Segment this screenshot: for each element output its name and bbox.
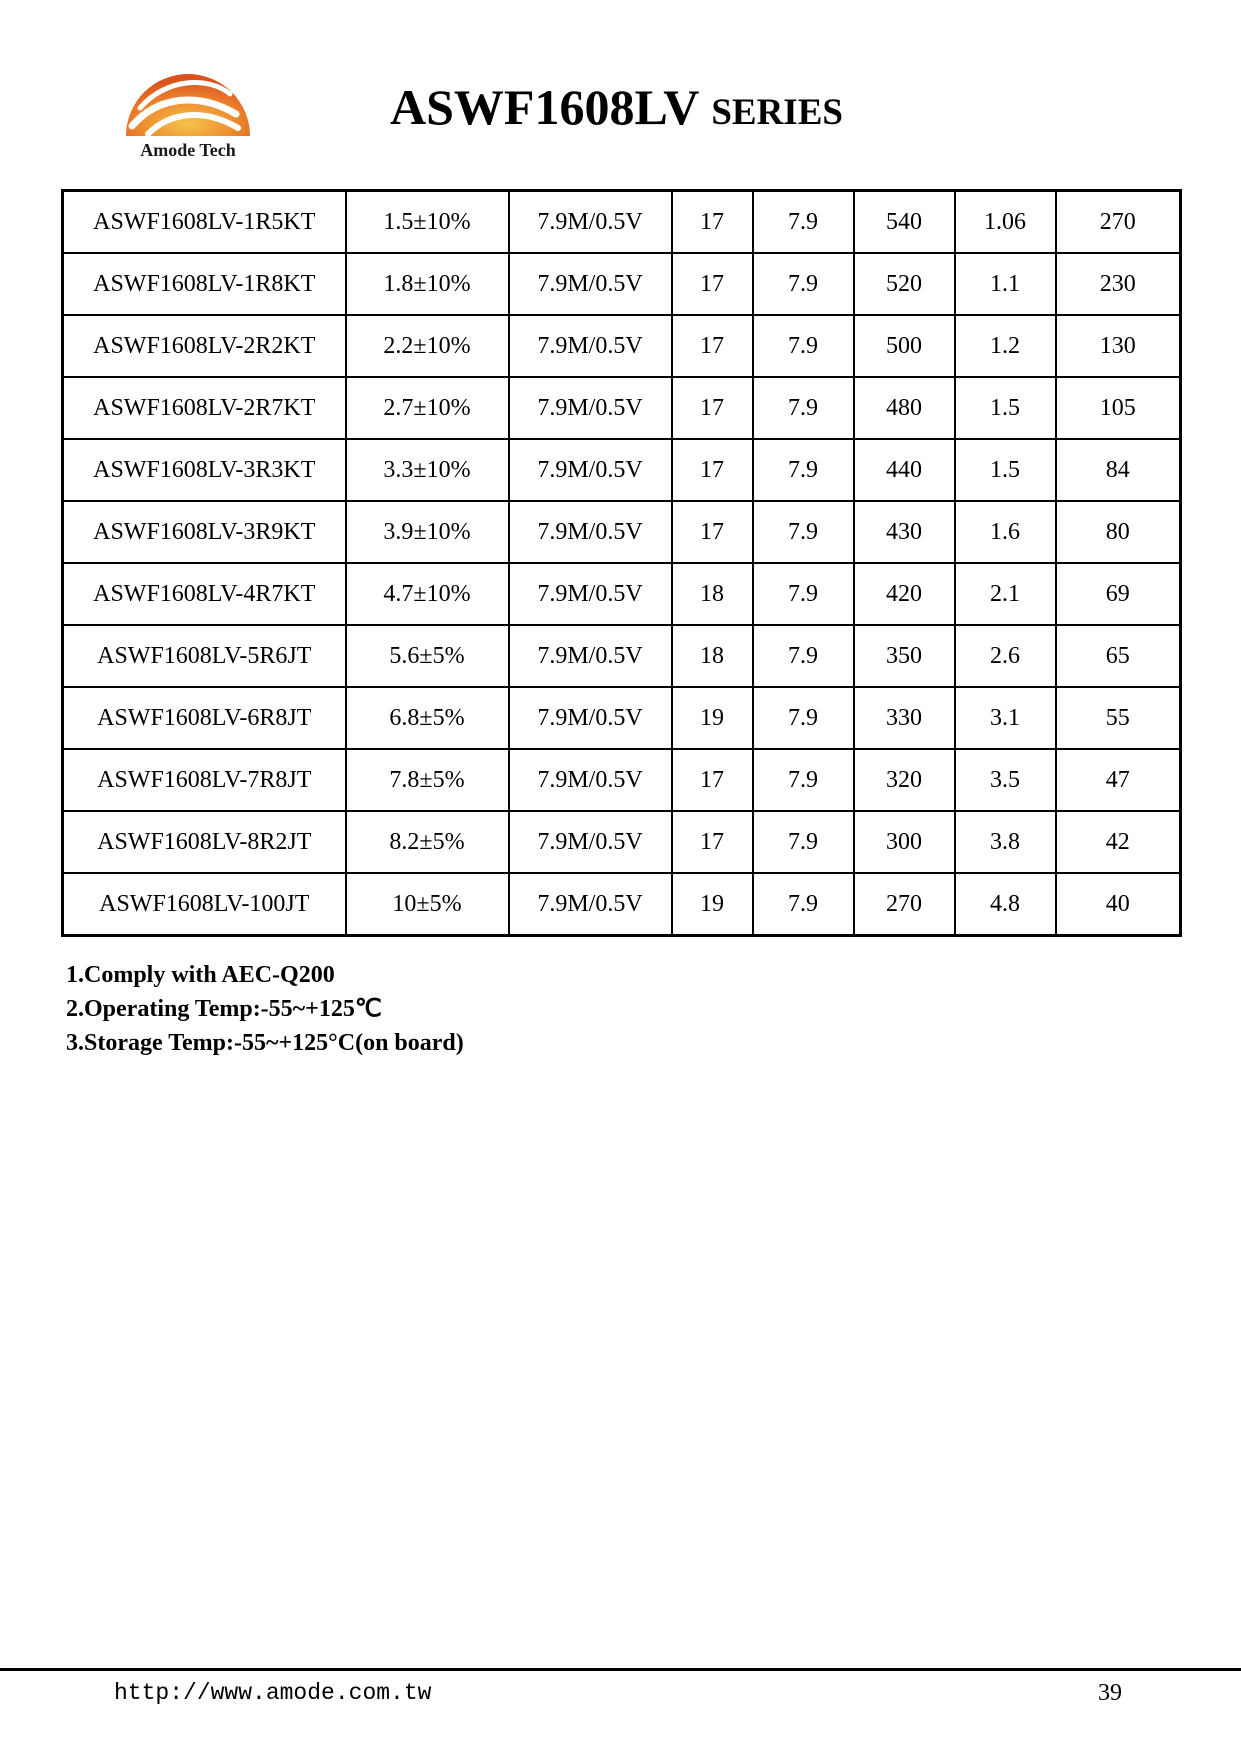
note-3: 3.Storage Temp:-55~+125°C(on board)	[66, 1030, 464, 1056]
table-cell: ASWF1608LV-5R6JT	[63, 625, 346, 687]
table-cell: 7.9M/0.5V	[509, 377, 672, 439]
table-cell: 17	[672, 191, 753, 254]
table-cell: 1.8±10%	[346, 253, 509, 315]
table-cell: 7.9M/0.5V	[509, 811, 672, 873]
table-cell: 7.9M/0.5V	[509, 873, 672, 936]
table-row	[63, 811, 1181, 873]
table-cell: 7.9	[753, 687, 854, 749]
logo-text: Amode Tech	[140, 140, 236, 160]
page-number: 39	[1098, 1680, 1122, 1706]
table-cell: 69	[1056, 563, 1181, 625]
note-2: 2.Operating Temp:-55~+125℃	[66, 996, 382, 1022]
series-label: SERIES	[711, 92, 843, 133]
table-cell: ASWF1608LV-1R5KT	[63, 191, 346, 254]
table-cell: 270	[854, 873, 955, 936]
table-cell: 7.9	[753, 873, 854, 936]
table-cell: 18	[672, 625, 753, 687]
table-cell: 18	[672, 563, 753, 625]
table-cell: 7.9	[753, 439, 854, 501]
table-cell: 7.9	[753, 191, 854, 254]
table-cell: 7.9M/0.5V	[509, 315, 672, 377]
table-cell: 84	[1056, 439, 1181, 501]
table-cell: 430	[854, 501, 955, 563]
table-cell: 19	[672, 687, 753, 749]
table-cell: 7.9M/0.5V	[509, 625, 672, 687]
table-row	[63, 377, 1181, 439]
table-cell: 17	[672, 749, 753, 811]
table-cell: 65	[1056, 625, 1181, 687]
table-cell: 440	[854, 439, 955, 501]
table-cell: 7.9M/0.5V	[509, 439, 672, 501]
table-cell: 7.9	[753, 501, 854, 563]
table-cell: 105	[1056, 377, 1181, 439]
table-cell: 17	[672, 811, 753, 873]
table-cell: ASWF1608LV-2R2KT	[63, 315, 346, 377]
table-cell: 2.6	[955, 625, 1056, 687]
table-cell: 7.9M/0.5V	[509, 563, 672, 625]
table-cell: 17	[672, 253, 753, 315]
table-cell: ASWF1608LV-100JT	[63, 873, 346, 936]
table-cell: 230	[1056, 253, 1181, 315]
table-cell: 55	[1056, 687, 1181, 749]
table-cell: 40	[1056, 873, 1181, 936]
table-cell: 520	[854, 253, 955, 315]
table-row	[63, 687, 1181, 749]
table-cell: 6.8±5%	[346, 687, 509, 749]
table-cell: 350	[854, 625, 955, 687]
table-cell: 480	[854, 377, 955, 439]
table-row	[63, 501, 1181, 563]
table-cell: 3.8	[955, 811, 1056, 873]
table-cell: 1.5	[955, 439, 1056, 501]
table-cell: 7.9	[753, 315, 854, 377]
footer-divider	[0, 1668, 1241, 1671]
table-cell: 1.06	[955, 191, 1056, 254]
table-cell: 420	[854, 563, 955, 625]
table-cell: 7.9M/0.5V	[509, 191, 672, 254]
table-row	[63, 563, 1181, 625]
table-cell: ASWF1608LV-1R8KT	[63, 253, 346, 315]
table-cell: ASWF1608LV-6R8JT	[63, 687, 346, 749]
table-cell: 130	[1056, 315, 1181, 377]
table-cell: ASWF1608LV-3R3KT	[63, 439, 346, 501]
series-name: ASWF1608LV	[390, 79, 700, 135]
table-cell: 7.9	[753, 377, 854, 439]
page-title	[390, 78, 843, 136]
table-cell: 300	[854, 811, 955, 873]
table-row	[63, 873, 1181, 936]
table-cell: 2.2±10%	[346, 315, 509, 377]
table-cell: 17	[672, 501, 753, 563]
table-cell: ASWF1608LV-3R9KT	[63, 501, 346, 563]
table-cell: ASWF1608LV-7R8JT	[63, 749, 346, 811]
table-cell: 7.9	[753, 253, 854, 315]
table-cell: 7.9	[753, 563, 854, 625]
table-cell: 17	[672, 377, 753, 439]
table-cell: 1.5	[955, 377, 1056, 439]
company-logo	[118, 56, 258, 166]
table-cell: 500	[854, 315, 955, 377]
table-row	[63, 253, 1181, 315]
table-cell: 270	[1056, 191, 1181, 254]
table-cell: 1.2	[955, 315, 1056, 377]
footer-url[interactable]: http://www.amode.com.tw	[114, 1680, 432, 1706]
table-cell: 3.9±10%	[346, 501, 509, 563]
table-cell: 330	[854, 687, 955, 749]
table-row	[63, 625, 1181, 687]
table-cell: ASWF1608LV-2R7KT	[63, 377, 346, 439]
table-cell: 320	[854, 749, 955, 811]
table-cell: 540	[854, 191, 955, 254]
table-cell: 19	[672, 873, 753, 936]
notes	[66, 958, 464, 1060]
spec-table	[61, 189, 1182, 937]
table-cell: 47	[1056, 749, 1181, 811]
table-cell: 5.6±5%	[346, 625, 509, 687]
table-cell: ASWF1608LV-8R2JT	[63, 811, 346, 873]
note-1: 1.Comply with AEC-Q200	[66, 962, 335, 988]
table-cell: 4.8	[955, 873, 1056, 936]
table-cell: 17	[672, 439, 753, 501]
table-row	[63, 191, 1181, 254]
table-cell: 1.1	[955, 253, 1056, 315]
table-cell: 3.1	[955, 687, 1056, 749]
table-cell: 4.7±10%	[346, 563, 509, 625]
table-row	[63, 439, 1181, 501]
table-cell: 2.1	[955, 563, 1056, 625]
table-cell: 80	[1056, 501, 1181, 563]
table-cell: 8.2±5%	[346, 811, 509, 873]
table-cell: 17	[672, 315, 753, 377]
table-cell: 1.5±10%	[346, 191, 509, 254]
table-cell: 3.3±10%	[346, 439, 509, 501]
table-cell: 7.9M/0.5V	[509, 687, 672, 749]
table-cell: 7.9M/0.5V	[509, 253, 672, 315]
table-cell: 1.6	[955, 501, 1056, 563]
table-cell: 2.7±10%	[346, 377, 509, 439]
table-cell: ASWF1608LV-4R7KT	[63, 563, 346, 625]
table-cell: 3.5	[955, 749, 1056, 811]
table-row	[63, 749, 1181, 811]
spec-table-body	[63, 191, 1181, 936]
table-cell: 7.9	[753, 811, 854, 873]
table-cell: 7.9M/0.5V	[509, 749, 672, 811]
table-cell: 7.9	[753, 749, 854, 811]
sun-wave-logo-icon	[118, 56, 258, 140]
table-cell: 7.9M/0.5V	[509, 501, 672, 563]
table-cell: 7.8±5%	[346, 749, 509, 811]
table-row	[63, 315, 1181, 377]
table-cell: 7.9	[753, 625, 854, 687]
table-cell: 10±5%	[346, 873, 509, 936]
table-cell: 42	[1056, 811, 1181, 873]
